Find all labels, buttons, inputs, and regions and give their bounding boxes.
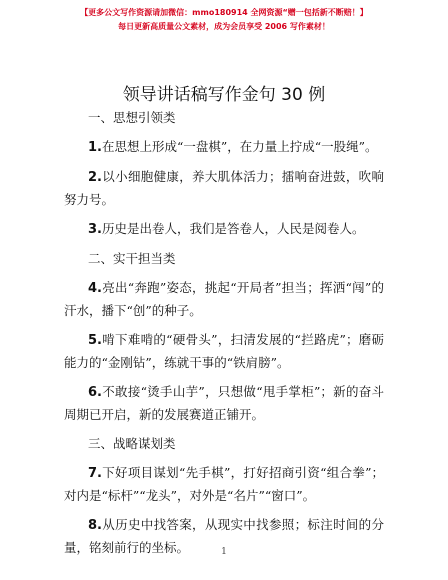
promo-banner-line-2: 每日更新高质量公文素材，成为会员享受 2006 写作素材！ [118,22,330,31]
item-number: 6. [88,385,102,400]
quote-item [64,381,384,426]
item-number: 4. [88,281,102,296]
quote-item [64,462,384,507]
item-number: 2. [88,170,102,185]
item-text: 在思想上形成“一盘棋”，在力量上拧成“一股绳”。 [101,139,378,154]
quote-item [64,136,384,159]
quote-item [64,329,384,374]
item-text: 不敢接“烫手山芋”，只想做“甩手掌柜”；新的奋斗周期已开启，新的发展赛道正铺开。 [64,384,384,422]
item-number: 1. [88,140,102,155]
item-number: 7. [88,466,102,481]
section-heading: 二、实干担当类 [88,251,176,266]
promo-banner-line-1: 【更多公文写作资源请加微信：mmo180914 全网资源“赠一包括新不断赔！】 [80,8,368,17]
item-number: 5. [88,333,102,348]
page-number: 1 [221,547,227,557]
item-text: 历史是出卷人，我们是答卷人，人民是阅卷人。 [101,221,365,236]
item-text: 啃下难啃的“硬骨头”，扫清发展的“拦路虎”；磨砺能力的“金刚钻”，练就干事的“铁肩膀”。 [64,332,384,370]
document-title: 领导讲话稿写作金句 30 例 [122,85,326,105]
section-heading: 三、战略谋划类 [88,436,176,451]
quote-item [64,166,384,211]
section-heading: 一、思想引领类 [88,110,176,125]
quote-item [64,218,384,241]
document-body [64,107,384,566]
item-text: 从历史中找答案，从现实中找参照；标注时间的分量，铭刻前行的坐标。 [64,517,384,555]
item-text: 下好项目谋划“先手棋”，打好招商引资“组合拳”；对内是“标杆”“龙头”，对外是“名片”“窗口”。 [64,465,384,503]
item-text: 以小细胞健康，养大肌体活力；擂响奋进鼓，吹响努力号。 [64,169,384,207]
item-number: 8. [88,518,102,533]
quote-item [64,277,384,322]
item-number: 3. [88,222,102,237]
promo-banner [0,6,448,34]
item-text: 亮出“奔跑”姿态，挑起“开局者”担当；挥洒“闯”的汗水，播下“创”的种子。 [64,280,384,318]
